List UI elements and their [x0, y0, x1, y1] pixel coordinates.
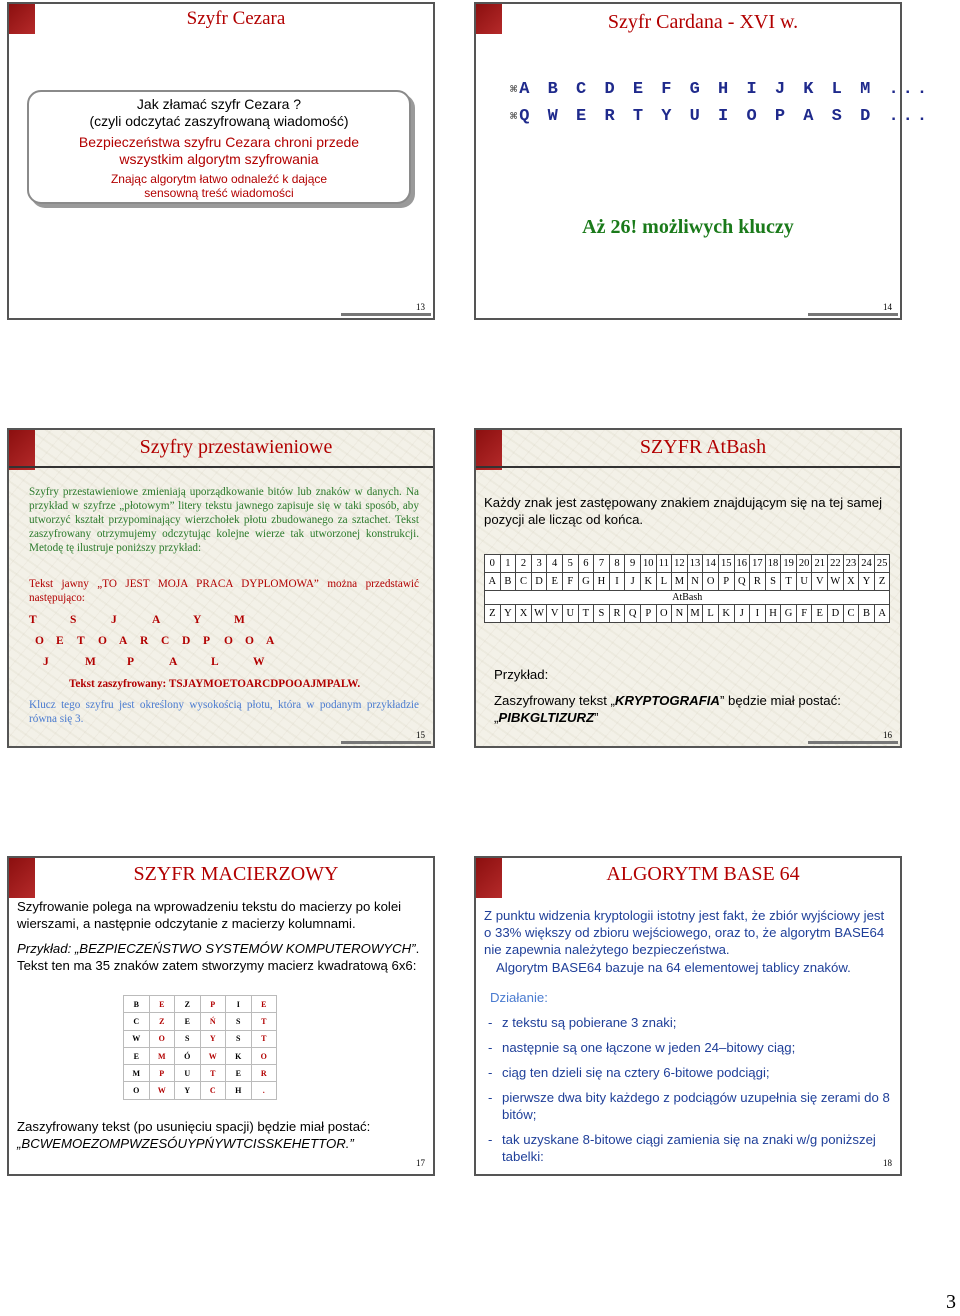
- matrix-cell: O: [251, 1047, 277, 1064]
- example-result: PIBKGLTIZURZ: [498, 710, 595, 725]
- example-text: [494, 692, 884, 726]
- fence-letter: S: [70, 614, 77, 626]
- fence-letter: J: [111, 614, 117, 626]
- table-cell: S: [765, 573, 781, 591]
- dash-bullet: -: [488, 1040, 493, 1055]
- key-paragraph: Klucz tego szyfru jest określony wysokością płotu, która w podanym przykładzie równa się 3.: [29, 699, 419, 725]
- callout-line: wszystkim algorytm szyfrowania: [119, 151, 319, 167]
- table-cell: Q: [625, 605, 641, 623]
- matrix-cell: E: [175, 1013, 201, 1030]
- slide-corner-decoration: [9, 430, 35, 470]
- matrix-row: [124, 1065, 277, 1082]
- table-cell: B: [500, 573, 516, 591]
- table-cell: V: [812, 573, 828, 591]
- result-label: Zaszyfrowany tekst (po usunięciu spacji) będzie miał postać:: [17, 1119, 371, 1134]
- matrix-cell: O: [149, 1030, 175, 1047]
- table-cell: U: [562, 605, 578, 623]
- table-cell: Z: [874, 573, 890, 591]
- table-cell: 23: [843, 555, 859, 573]
- slide-number: 15: [416, 730, 425, 740]
- intro-paragraph: Szyfrowanie polega na wprowadzeniu tekstu do macierzy po kolei wierszami, a następnie odczytanie z macierzy kolumnami.: [17, 899, 402, 931]
- table-cell: E: [547, 573, 563, 591]
- callout-line: Znając algorytm łatwo odnaleźć k dające: [110, 172, 328, 186]
- table-cell: A: [874, 605, 890, 623]
- fence-letter: T: [77, 635, 85, 647]
- slide-16: [474, 428, 902, 748]
- step-item: [488, 1014, 890, 1031]
- bullet-icon: ⌘: [510, 83, 518, 97]
- fence-letter: A: [152, 614, 161, 626]
- dash-bullet: -: [488, 1090, 493, 1105]
- example-mid: ” będzie miał postać:: [719, 693, 841, 708]
- matrix-cell: Ó: [175, 1047, 201, 1064]
- table-cell: N: [687, 573, 703, 591]
- matrix-cell: E: [124, 1047, 150, 1064]
- table-cell: T: [781, 573, 797, 591]
- matrix-cell: .: [251, 1082, 277, 1099]
- example-quote-open: „: [494, 710, 499, 725]
- slide-number: 18: [883, 1158, 892, 1168]
- table-cell: L: [703, 605, 719, 623]
- fence-letter: W: [253, 656, 265, 668]
- matrix-cell: P: [149, 1065, 175, 1082]
- slide-18: [474, 856, 902, 1176]
- fence-letter: O: [224, 635, 233, 647]
- table-cell: P: [640, 605, 656, 623]
- table-cell: 2: [516, 555, 532, 573]
- fence-letter: O: [35, 635, 44, 647]
- plaintext-paragraph: Tekst jawny „TO JEST MOJA PRACA DYPLOMOWA” można przedstawić następująco:: [29, 578, 419, 604]
- example-label: Przykład:: [494, 667, 549, 682]
- matrix-cell: B: [124, 996, 150, 1013]
- table-cell: 11: [656, 555, 672, 573]
- step-text: tak uzyskane 8-bitowe ciągi zamienia się na znaki w/g poniższej tabelki:: [502, 1132, 876, 1164]
- table-cell: W: [531, 605, 547, 623]
- action-label: Działanie:: [490, 990, 548, 1005]
- matrix-cell: Y: [175, 1082, 201, 1099]
- table-cell: F: [796, 605, 812, 623]
- fence-letter: P: [203, 635, 211, 647]
- matrix-cell: H: [226, 1082, 252, 1099]
- slide-footer-bar: [341, 313, 431, 316]
- matrix-cell: C: [124, 1013, 150, 1030]
- slide-footer-bar: [341, 741, 431, 744]
- slide-title: Szyfry przestawieniowe: [139, 436, 333, 458]
- matrix-cell: T: [251, 1013, 277, 1030]
- table-cell: 12: [672, 555, 688, 573]
- slide-13: [7, 2, 435, 320]
- table-cell: 15: [718, 555, 734, 573]
- table-cell: X: [843, 573, 859, 591]
- slide-number: 13: [416, 302, 425, 312]
- table-cell: 5: [562, 555, 578, 573]
- atbash-table: [484, 554, 890, 623]
- table-cell: G: [781, 605, 797, 623]
- table-cell: Z: [485, 605, 501, 623]
- step-text: pierwsze dwa bity każdego z podciągów uzupełnia się zerami do 8 bitów;: [502, 1090, 890, 1122]
- table-cell: B: [859, 605, 875, 623]
- cipher-row: [485, 605, 890, 623]
- table-cell: M: [672, 573, 688, 591]
- alphabet-text: A B C D E F G H I J K L M ...: [519, 80, 932, 99]
- table-cell: H: [594, 573, 610, 591]
- table-cell: Q: [734, 573, 750, 591]
- step-item: [488, 1131, 890, 1165]
- fence-letter: O: [98, 635, 107, 647]
- fence-letter: E: [56, 635, 64, 647]
- matrix-cell: Ń: [200, 1013, 226, 1030]
- slide-corner-decoration: [476, 858, 502, 898]
- fence-letter: M: [85, 656, 96, 668]
- matrix-cell: M: [149, 1047, 175, 1064]
- slide-number: 14: [883, 302, 892, 312]
- bullet-icon: ⌘: [510, 110, 518, 124]
- matrix-cell: T: [200, 1065, 226, 1082]
- slide-corner-decoration: [9, 4, 35, 34]
- matrix-row: [124, 1030, 277, 1047]
- fence-letter: A: [266, 635, 275, 647]
- table-cell: D: [828, 605, 844, 623]
- table-cell: 9: [625, 555, 641, 573]
- intro-paragraph: Szyfry przestawieniowe zmieniają uporządkowanie bitów lub znaków w danych. Na przykład w szyfrze „płotowym” litery tekstu jawnego zapisuje się w taki sposób, aby utworzyć kształt przypominający wierzchołek płotu zbudowanego za sztachet. Tekst zaszyfrowany otrzymujemy odczytując kolejne wierze tak utworzonej konstrukcji. Metodę tę ilustruje poniższy przykład:: [29, 486, 419, 554]
- matrix-cell: M: [124, 1065, 150, 1082]
- table-cell: Y: [859, 573, 875, 591]
- matrix-cell: O: [124, 1082, 150, 1099]
- slide-corner-decoration: [9, 858, 35, 898]
- fence-letter: M: [234, 614, 245, 626]
- fence-letter: L: [211, 656, 219, 668]
- callout-box: [27, 90, 411, 204]
- fence-letter: P: [127, 656, 135, 668]
- slide-footer-bar: [808, 741, 898, 744]
- table-cell: 24: [859, 555, 875, 573]
- table-cell: S: [594, 605, 610, 623]
- example-rest: . Tekst ten ma 35 znaków zatem stworzymy macierz kwadratową 6x6:: [17, 941, 420, 973]
- table-cell: 25: [874, 555, 890, 573]
- matrix-row: [124, 1082, 277, 1099]
- table-cell: I: [609, 573, 625, 591]
- example-pre: Zaszyfrowany tekst „: [494, 693, 615, 708]
- matrix-cell: W: [124, 1030, 150, 1047]
- step-text: z tekstu są pobierane 3 znaki;: [502, 1015, 677, 1030]
- index-row: [485, 555, 890, 573]
- table-cell: 13: [687, 555, 703, 573]
- table-cell: I: [750, 605, 766, 623]
- matrix-row: [124, 1013, 277, 1030]
- dash-bullet: -: [488, 1132, 493, 1147]
- table-cell: 14: [703, 555, 719, 573]
- table-cell: X: [516, 605, 532, 623]
- table-cell: K: [640, 573, 656, 591]
- table-cell: 20: [796, 555, 812, 573]
- slide-number: 17: [416, 1158, 425, 1168]
- matrix-cell: E: [149, 996, 175, 1013]
- matrix-cell: K: [226, 1047, 252, 1064]
- slide-14: [474, 2, 932, 320]
- dash-bullet: -: [488, 1015, 493, 1030]
- table-cell: 6: [578, 555, 594, 573]
- table-cell: O: [656, 605, 672, 623]
- alphabet-text: Q W E R T Y U I O P A S D ...: [519, 107, 932, 126]
- slide-title: Szyfr Cezara: [186, 8, 286, 29]
- matrix-cell: W: [200, 1047, 226, 1064]
- plain-row: [485, 573, 890, 591]
- table-cell: R: [609, 605, 625, 623]
- matrix-cell: W: [149, 1082, 175, 1099]
- atbash-label: AtBash: [485, 591, 890, 605]
- table-cell: 10: [640, 555, 656, 573]
- fence-letter: O: [245, 635, 254, 647]
- table-cell: 22: [828, 555, 844, 573]
- title-divider: [9, 466, 433, 468]
- matrix-cell: Z: [175, 996, 201, 1013]
- table-cell: N: [672, 605, 688, 623]
- cipher-alphabet-row: [510, 107, 931, 126]
- fence-letter: A: [169, 656, 178, 668]
- table-cell: J: [734, 605, 750, 623]
- matrix-cell: U: [175, 1065, 201, 1082]
- slide-title: ALGORYTM BASE 64: [606, 863, 800, 885]
- table-cell: 16: [734, 555, 750, 573]
- table-cell: T: [578, 605, 594, 623]
- table-cell: 7: [594, 555, 610, 573]
- cipher-matrix: [123, 995, 277, 1100]
- matrix-cell: Y: [200, 1030, 226, 1047]
- step-text: następnie są one łączone w jeden 24–bitowy ciąg;: [502, 1040, 796, 1055]
- callout-line: sensowną treść wiadomości: [144, 186, 294, 200]
- table-cell: M: [687, 605, 703, 623]
- fence-letter: D: [182, 635, 191, 647]
- matrix-cell: T: [251, 1030, 277, 1047]
- matrix-cell: S: [226, 1030, 252, 1047]
- table-cell: Y: [500, 605, 516, 623]
- matrix-cell: C: [200, 1082, 226, 1099]
- title-divider: [476, 466, 900, 468]
- slide-title: SZYFR MACIERZOWY: [133, 863, 339, 885]
- table-cell: O: [703, 573, 719, 591]
- slide-corner-decoration: [476, 4, 502, 34]
- fence-letter: Y: [193, 614, 202, 626]
- plain-alphabet-row: [510, 80, 931, 99]
- table-paragraph: Algorytm BASE64 bazuje na 64 elementowej tablicy znaków.: [496, 960, 851, 975]
- fence-letter: C: [161, 635, 170, 647]
- slide-title: SZYFR AtBash: [639, 436, 767, 458]
- table-cell: L: [656, 573, 672, 591]
- fence-letter: J: [43, 656, 49, 668]
- example-paragraph: [17, 940, 423, 974]
- callout-line: (czyli odczytać zaszyfrowaną wiadomość): [89, 113, 349, 129]
- steps-list: [488, 1014, 890, 1173]
- step-item: [488, 1039, 890, 1056]
- step-text: ciąg ten dzieli się na cztery 6-bitowe podciągi;: [502, 1065, 770, 1080]
- table-cell: 19: [781, 555, 797, 573]
- table-cell: C: [516, 573, 532, 591]
- table-cell: D: [531, 573, 547, 591]
- intro-paragraph: Z punktu widzenia kryptologii istotny jest fakt, że zbiór wyjściowy jest o 33% większy od zbioru wejściowego, oraz to, że algorytm BASE64 nie zapewnia należytego bezpieczeństwa.: [484, 908, 885, 957]
- result-text: „BCWEMOEZOMPWZESÓUYPŃYWTCISSKEHETTOR.”: [17, 1136, 354, 1151]
- table-cell: 4: [547, 555, 563, 573]
- slide-title: Szyfr Cardana - XVI w.: [607, 11, 799, 33]
- fence-letter: A: [119, 635, 128, 647]
- example-quote-close: ”: [594, 710, 599, 725]
- fence-letter: R: [140, 635, 149, 647]
- callout-line: Bezpieczeństwa szyfru Cezara chroni przede: [78, 134, 360, 150]
- dash-bullet: -: [488, 1065, 493, 1080]
- example-word: KRYPTOGRAFIA: [614, 693, 720, 708]
- slide-17: [7, 856, 435, 1176]
- step-item: [488, 1064, 890, 1081]
- key-count-text: Aż 26! możliwych kluczy: [582, 216, 794, 238]
- table-cell: J: [625, 573, 641, 591]
- table-cell: 8: [609, 555, 625, 573]
- description-paragraph: Każdy znak jest zastępowany znakiem znajdującym się na tej samej pozycji ale licząc od końca.: [484, 495, 883, 527]
- table-cell: A: [485, 573, 501, 591]
- page-number: 3: [946, 1291, 956, 1313]
- table-cell: V: [547, 605, 563, 623]
- table-cell: K: [718, 605, 734, 623]
- table-cell: W: [828, 573, 844, 591]
- table-cell: F: [562, 573, 578, 591]
- table-cell: G: [578, 573, 594, 591]
- table-cell: 0: [485, 555, 501, 573]
- matrix-cell: E: [251, 996, 277, 1013]
- matrix-cell: E: [226, 1065, 252, 1082]
- slide-corner-decoration: [476, 430, 502, 470]
- callout-line: Jak złamać szyfr Cezara ?: [136, 96, 302, 112]
- slide-footer-bar: [808, 313, 898, 316]
- table-cell: 1: [500, 555, 516, 573]
- slide-number: 16: [883, 730, 892, 740]
- table-cell: 18: [765, 555, 781, 573]
- example-phrase: Przykład: „BEZPIECZEŃSTWO SYSTEMÓW KOMPUTEROWYCH”: [17, 941, 416, 956]
- table-cell: R: [750, 573, 766, 591]
- matrix-row: [124, 1047, 277, 1064]
- table-cell: 3: [531, 555, 547, 573]
- table-cell: H: [765, 605, 781, 623]
- table-cell: U: [796, 573, 812, 591]
- step-item: [488, 1089, 890, 1123]
- table-cell: P: [718, 573, 734, 591]
- table-cell: C: [843, 605, 859, 623]
- table-cell: E: [812, 605, 828, 623]
- table-cell: 17: [750, 555, 766, 573]
- matrix-cell: Z: [149, 1013, 175, 1030]
- matrix-cell: S: [175, 1030, 201, 1047]
- table-cell: 21: [812, 555, 828, 573]
- matrix-cell: I: [226, 996, 252, 1013]
- matrix-row: [124, 996, 277, 1013]
- ciphertext-line: Tekst zaszyfrowany: TSJAYMOETOARCDPOOAJMPALW.: [69, 678, 361, 690]
- fence-letter: T: [29, 614, 37, 626]
- matrix-cell: R: [251, 1065, 277, 1082]
- matrix-cell: P: [200, 996, 226, 1013]
- matrix-cell: S: [226, 1013, 252, 1030]
- slide-15: [7, 428, 435, 748]
